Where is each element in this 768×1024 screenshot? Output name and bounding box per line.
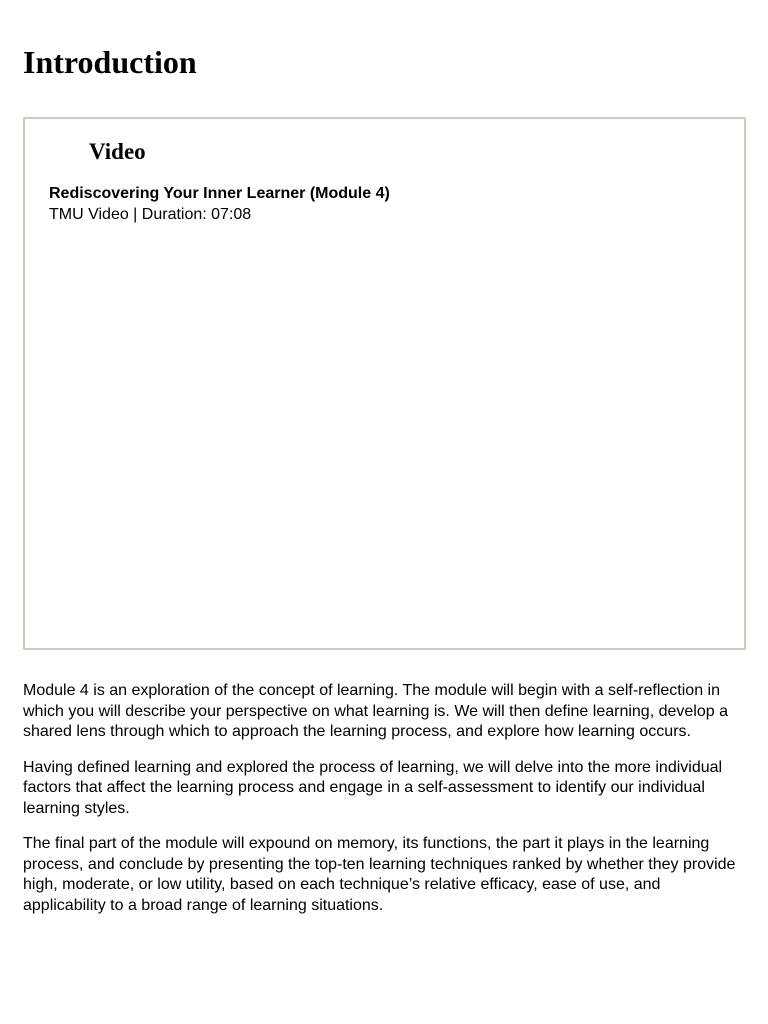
video-heading: Video [89,139,146,164]
paragraph-individual-factors: Having defined learning and explored the process of learning, we will delve into the more individual factors that affect the learning process and engage in a self-assessment to identify our individual learning styles. [23,758,723,817]
module-description [23,681,745,931]
paragraph-memory: The final part of the module will expound on memory, its functions, the part it plays in the learning process, and conclude by presenting the top-ten learning techniques ranked by whether they provide high, moderate, or low utility, based on each technique’s relative efficacy, ease of use, and applicability to a broad range of learning situations. [23,835,736,914]
page-title: Introduction [23,44,197,80]
video-meta: TMU Video | Duration: 07:08 [49,206,252,223]
paragraph-intro: Module 4 is an exploration of the concept of learning. The module will begin with a self-reflection in which you will describe your perspective on what learning is. We will then define learning, develop a shared lens through which to approach the learning process, and explore how learning occurs. [23,682,728,740]
video-embed[interactable] [23,117,746,650]
video-title: Rediscovering Your Inner Learner (Module 4) [49,185,390,202]
